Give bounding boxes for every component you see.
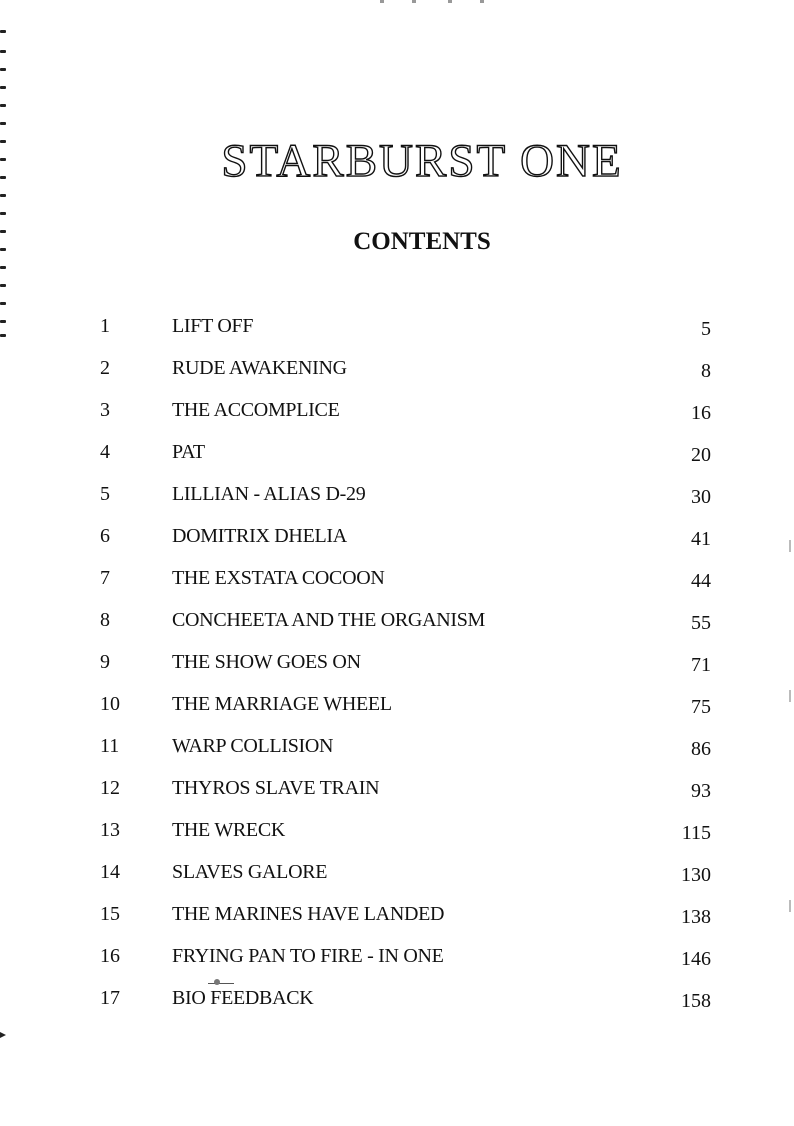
page-number: 30: [691, 486, 711, 508]
toc-row: [100, 942, 715, 984]
page-number: 5: [701, 318, 711, 340]
page-number: 138: [681, 906, 711, 928]
toc-row: [100, 690, 715, 732]
page-number: 75: [691, 696, 711, 718]
chapter-number: 8: [100, 609, 110, 631]
chapter-number: 6: [100, 525, 110, 547]
chapter-number: 13: [100, 819, 120, 841]
chapter-title: THYROS SLAVE TRAIN: [172, 777, 380, 799]
scan-edge-mark: [789, 690, 791, 702]
page-number: 86: [691, 738, 711, 760]
binding-mark-bottom: [0, 1032, 6, 1038]
page-number: 146: [681, 948, 711, 970]
toc-row: [100, 396, 715, 438]
chapter-number: 3: [100, 399, 110, 421]
page-number: 20: [691, 444, 711, 466]
chapter-title: FRYING PAN TO FIRE - IN ONE: [172, 945, 444, 967]
toc-row: [100, 606, 715, 648]
scan-top-mark: [380, 0, 490, 4]
chapter-title: BIO FEEDBACK: [172, 987, 314, 1009]
chapter-title: CONCHEETA AND THE ORGANISM: [172, 609, 486, 631]
toc-row: [100, 648, 715, 690]
chapter-number: 16: [100, 945, 120, 967]
chapter-number: 14: [100, 861, 120, 883]
page-number: 55: [691, 612, 711, 634]
chapter-title: DOMITRIX DHELIA: [172, 525, 347, 547]
page-number: 93: [691, 780, 711, 802]
toc-row: [100, 984, 715, 1026]
scan-edge-mark: [789, 540, 791, 552]
chapter-number: 9: [100, 651, 110, 673]
book-title: STARBURST ONE: [221, 135, 623, 187]
chapter-title: PAT: [172, 441, 205, 463]
table-of-contents: [100, 312, 715, 1026]
toc-row: [100, 774, 715, 816]
chapter-number: 15: [100, 903, 120, 925]
page-number: 16: [691, 402, 711, 424]
chapter-number: 12: [100, 777, 120, 799]
page-number: 41: [691, 528, 711, 550]
page-number: 71: [691, 654, 711, 676]
chapter-title: THE SHOW GOES ON: [172, 651, 361, 673]
chapter-title: THE MARINES HAVE LANDED: [172, 903, 445, 925]
toc-row: [100, 312, 715, 354]
chapter-title: THE WRECK: [172, 819, 286, 841]
chapter-title: WARP COLLISION: [172, 735, 334, 757]
chapter-number: 4: [100, 441, 110, 463]
toc-row: [100, 900, 715, 942]
chapter-number: 11: [100, 735, 120, 757]
page-number: 115: [681, 822, 711, 844]
page-number: 130: [681, 864, 711, 886]
toc-row: [100, 732, 715, 774]
page-number: 158: [681, 990, 711, 1012]
chapter-title: LILLIAN - ALIAS D-29: [172, 483, 366, 505]
scan-edge-mark: [789, 900, 791, 912]
page-number: 44: [691, 570, 711, 592]
chapter-title: SLAVES GALORE: [172, 861, 328, 883]
ink-smudge: [208, 978, 234, 992]
chapter-title: THE EXSTATA COCOON: [172, 567, 385, 589]
contents-heading: CONTENTS: [353, 228, 491, 255]
chapter-number: 10: [100, 693, 120, 715]
toc-row: [100, 522, 715, 564]
toc-row: [100, 564, 715, 606]
spiral-binding-marks: [0, 30, 10, 350]
toc-row: [100, 480, 715, 522]
chapter-number: 17: [100, 987, 120, 1009]
chapter-title: RUDE AWAKENING: [172, 357, 347, 379]
chapter-title: THE MARRIAGE WHEEL: [172, 693, 392, 715]
page-number: 8: [701, 360, 711, 382]
chapter-number: 7: [100, 567, 110, 589]
chapter-number: 5: [100, 483, 110, 505]
toc-row: [100, 438, 715, 480]
toc-row: [100, 858, 715, 900]
chapter-title: LIFT OFF: [172, 315, 254, 337]
chapter-title: THE ACCOMPLICE: [172, 399, 340, 421]
toc-row: [100, 816, 715, 858]
toc-row: [100, 354, 715, 396]
chapter-number: 1: [100, 315, 110, 337]
chapter-number: 2: [100, 357, 110, 379]
